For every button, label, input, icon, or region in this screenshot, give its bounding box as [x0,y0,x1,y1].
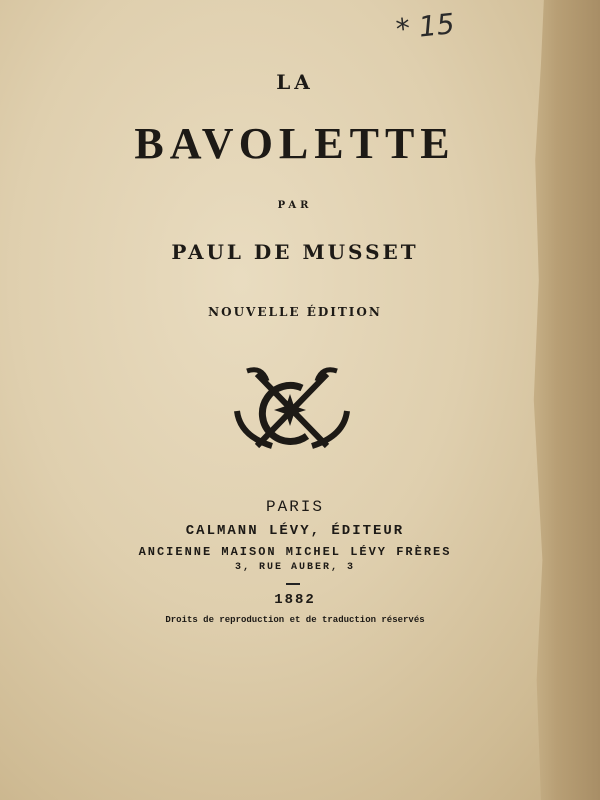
handwritten-annotation: * 15 [394,7,457,46]
book-title: BAVOLETTE [134,119,456,168]
by-label: PAR [277,200,313,211]
title-article: LA [276,70,314,94]
imprint-address: 3, RUE AUBER, 3 [234,562,355,573]
imprint-former-house: ANCIENNE MAISON MICHEL LÉVY FRÈRES [138,545,452,559]
imprint-city: PARIS [265,498,324,516]
rights-notice: Droits de reproduction et de traduction réservés [165,615,425,625]
imprint-year: 1882 [274,592,316,608]
imprint-publisher: CALMANN LÉVY, ÉDITEUR [185,523,405,539]
divider [286,583,300,585]
edition: NOUVELLE ÉDITION [208,305,382,319]
author: PAUL DE MUSSET [171,240,419,264]
publisher-monogram-ornament [232,366,352,458]
